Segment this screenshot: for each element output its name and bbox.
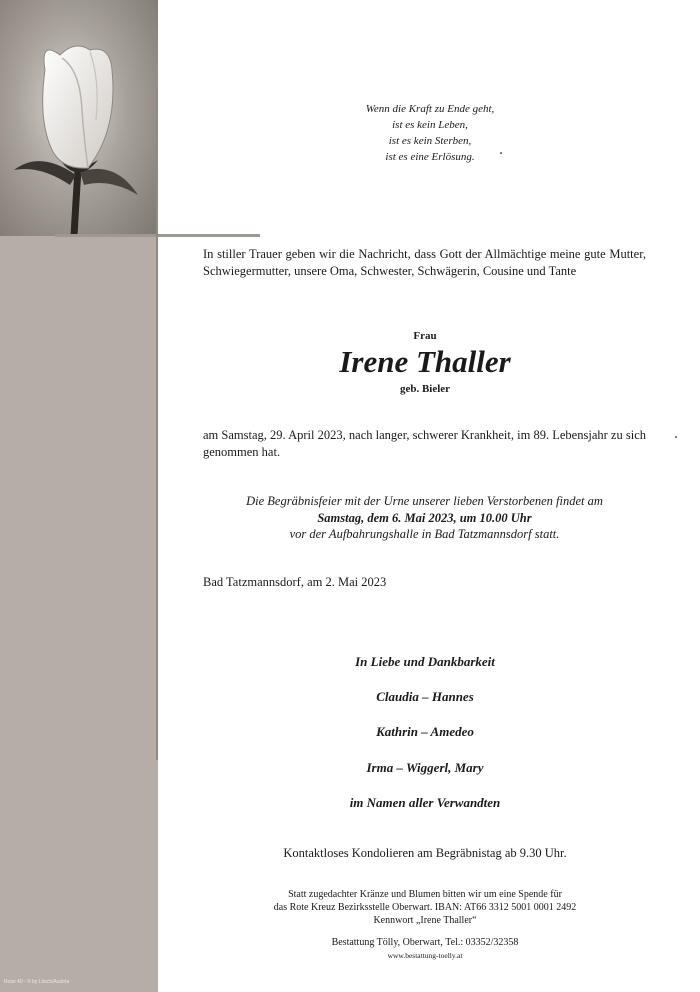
speck bbox=[675, 436, 677, 438]
poem-line: ist es kein Sterben, bbox=[388, 135, 472, 147]
poem bbox=[300, 101, 560, 165]
image-credit: Rose 40 - © by Lösch/Austria bbox=[4, 979, 70, 985]
place-date: Bad Tatzmannsdorf, am 2. Mai 2023 bbox=[203, 575, 387, 589]
funeral-date: Samstag, dem 6. Mai 2023, um 10.00 Uhr bbox=[317, 510, 532, 525]
death-notice: am Samstag, 29. April 2023, nach langer, schwerer Krankheit, im 89. Lebensjahr zu sich genommen hat. bbox=[203, 428, 646, 459]
donation-line: das Rote Kreuz Bezirksstelle Oberwart. IBAN: AT66 3312 5001 0001 2492 bbox=[273, 902, 577, 913]
undertaker-info bbox=[270, 936, 580, 962]
maiden-name: geb. Bieler bbox=[399, 383, 451, 395]
poem-line: Wenn die Kraft zu Ende geht, bbox=[365, 103, 495, 115]
family-member: Kathrin – Amedeo bbox=[376, 724, 474, 739]
deceased-name: Irene Thaller bbox=[339, 344, 511, 379]
funeral-line: vor der Aufbahrungshalle in Bad Tatzmannsdorf statt. bbox=[289, 527, 560, 541]
donation-note bbox=[210, 888, 640, 927]
funeral-line: Die Begräbnisfeier mit der Urne unserer lieben Verstorbenen findet am bbox=[246, 494, 603, 508]
undertaker-website: www.bestattung-toelly.at bbox=[387, 951, 463, 960]
undertaker-line: Bestattung Tölly, Oberwart, Tel.: 03352/32358 bbox=[331, 937, 519, 948]
donation-line: Statt zugedachter Kränze und Blumen bitten wir um eine Spende für bbox=[288, 889, 562, 900]
family-member: Claudia – Hannes bbox=[376, 689, 474, 704]
family-heading: In Liebe und Dankbarkeit bbox=[355, 654, 495, 669]
poem-line: ist es kein Leben, bbox=[392, 119, 468, 131]
family-member: Irma – Wiggerl, Mary bbox=[366, 760, 484, 775]
deceased-title: Frau bbox=[413, 330, 437, 342]
intro-paragraph: In stiller Trauer geben wir die Nachricht, dass Gott der Allmächtige meine gute Mutter, Schwiegermutter, unsere Oma, Schwester, Schwägerin, Cousine und Tante bbox=[203, 247, 646, 278]
condolence-note: Kontaktloses Kondolieren am Begräbnistag ab 9.30 Uhr. bbox=[283, 846, 567, 860]
speck bbox=[500, 152, 502, 154]
donation-line: Kennwort „Irene Thaller“ bbox=[373, 915, 477, 926]
family-closing: im Namen aller Verwandten bbox=[349, 795, 501, 810]
poem-line: ist es eine Erlösung. bbox=[385, 151, 475, 163]
funeral-info bbox=[203, 493, 646, 543]
